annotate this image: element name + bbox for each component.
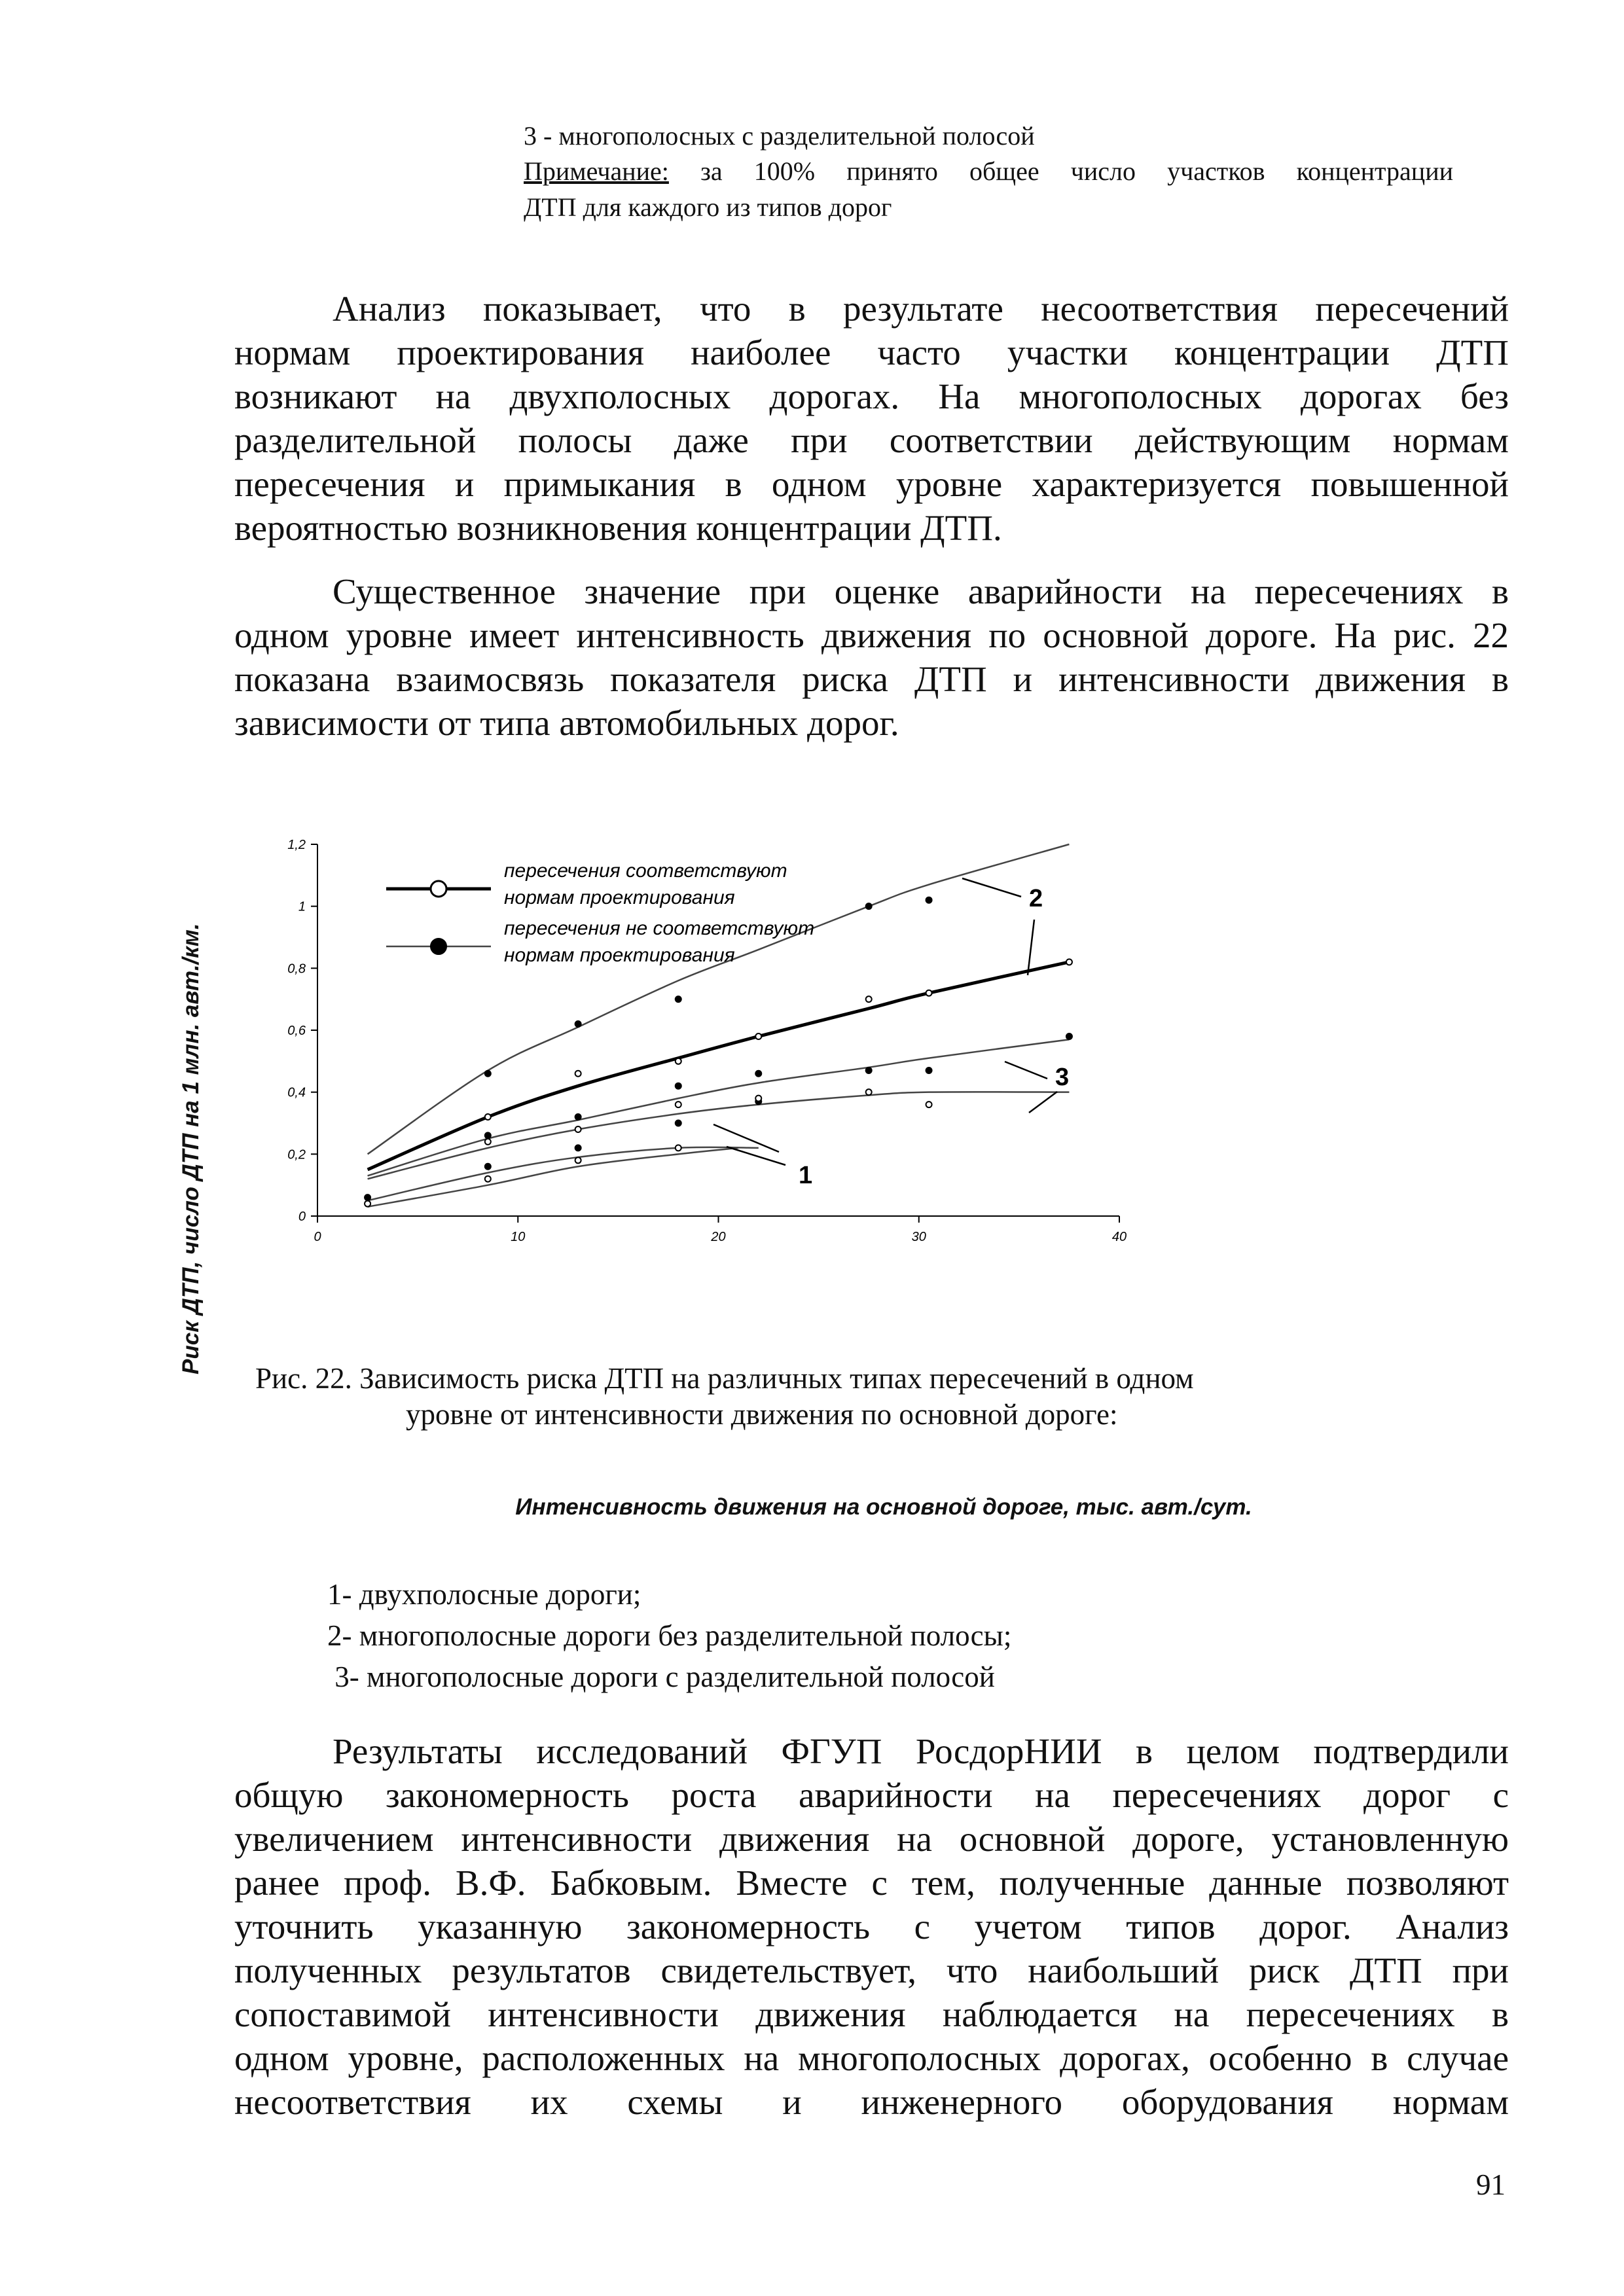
y-tick-label: 1 [298,899,306,914]
data-point [866,996,872,1002]
trend-line [368,1148,739,1207]
curve-label: 3 [1055,1064,1070,1091]
curve-label-leader [727,1147,785,1165]
paragraph-3 [234,1729,1509,2124]
y-tick-label: 0,2 [287,1147,306,1162]
trend-line [368,1092,1070,1179]
data-point [485,1114,491,1120]
trend-line [368,1039,1070,1175]
data-point [926,990,932,996]
legend-label: пересечения соответствуют [504,860,787,882]
data-point [926,1102,932,1107]
x-tick-label: 20 [711,1230,726,1244]
y-tick-label: 0,8 [287,961,306,977]
data-point [676,1121,681,1126]
note-line-1: 3 - многополосных с разделительной полосой [524,121,1035,151]
data-point [575,1021,581,1027]
data-point [485,1132,491,1138]
note-line-2 [524,155,1453,188]
data-point [755,1033,761,1039]
y-tick-label: 0,4 [287,1085,306,1100]
y-axis-title: Риск ДТП, число ДТП на 1 млн. авт./км. [178,923,204,1374]
data-point [676,1145,681,1151]
y-tick-label: 0 [298,1210,306,1224]
list-item: 3- многополосные дороги с разделительной полосой [327,1660,995,1693]
list-item: 1- двухполосные дороги; [327,1578,641,1611]
curve-label-leader [713,1124,779,1152]
data-point [365,1201,370,1207]
data-point [575,1114,581,1120]
x-tick-label: 40 [1111,1230,1127,1244]
data-point [676,1058,681,1064]
data-point [1066,1033,1072,1039]
data-point [926,1067,932,1073]
data-point [365,1194,370,1200]
paragraph-1 [234,287,1509,550]
paragraph-line: сопоставимой интенсивности движения наблюдается на пересечениях в [234,1994,1509,2034]
data-point [575,1145,581,1151]
x-axis-title: Интенсивность движения на основной дороге, тыс. авт./сут. [515,1494,1252,1520]
list-item: 2- многополосные дороги без разделительной полосы; [327,1619,1012,1652]
paragraph-line: общую закономерность роста аварийности на пересечениях дорог с [234,1775,1509,1815]
paragraph-line: показана взаимосвязь показателя риска ДТП и интенсивности движения в [234,659,1509,699]
paragraph-line: одном уровне имеет интенсивность движения по основной дороге. На рис. 22 [234,615,1509,655]
paragraph-line: разделительной полосы даже при соответствии действующим нормам [234,420,1509,460]
paragraph-line: вероятностью возникновения концентрации ДТП. [234,508,1002,548]
paragraph-line: Анализ показывает, что в результате несоответствия пересечений [333,289,1509,329]
data-point [676,1102,681,1107]
curve-label-leader [962,878,1021,897]
data-point [926,897,932,903]
data-point [485,1164,491,1170]
figure-caption-line-1: Рис. 22. Зависимость риска ДТП на различных типах пересечений в одном [255,1362,1194,1395]
curve-label-leader [1029,1092,1057,1113]
data-point [575,1157,581,1163]
trend-line [368,844,1070,1154]
data-point [676,996,681,1002]
legend-label: нормам проектирования [504,887,735,908]
y-tick-label: 1,2 [287,838,306,852]
legend-marker-open [431,881,446,897]
paragraph-line: нормам проектирования наиболее часто участки концентрации ДТП [234,332,1509,372]
data-point [485,1139,491,1145]
curve-label: 2 [1029,885,1043,912]
data-point [485,1176,491,1182]
curve-label: 1 [799,1162,813,1189]
data-point [575,1071,581,1077]
paragraph-line: зависимости от типа автомобильных дорог. [234,703,899,743]
x-tick-label: 10 [511,1230,526,1244]
data-point [575,1126,581,1132]
paragraph-line: полученных результатов свидетельствует, что наибольший риск ДТП при [234,1950,1509,1990]
page-number: 91 [1476,2168,1506,2201]
trend-line [368,1147,759,1201]
paragraph-line: несоответствия их схемы и инженерного оборудования нормам [234,2082,1509,2122]
trend-line [368,962,1070,1170]
paragraph-line: Существенное значение при оценке аварийности на пересечениях в [333,571,1509,611]
data-point [676,1083,681,1089]
data-point [866,1089,872,1095]
figure-caption-line-2: уровне от интенсивности движения по основной дороге: [406,1398,1118,1431]
paragraph-line: уточнить указанную закономерность с учетом типов дорог. Анализ [234,1907,1509,1946]
data-point [755,1098,761,1104]
paragraph-line: Результаты исследований ФГУП РосдорНИИ в целом подтвердили [333,1731,1509,1771]
data-point [866,1067,872,1073]
data-point [755,1071,761,1077]
paragraph-2 [234,569,1509,745]
paragraph-line: возникают на двухполосных дорогах. На многополосных дорогах без [234,376,1509,416]
curve-label-leader [1005,1062,1047,1079]
data-point [866,903,872,909]
legend-label: нормам проектирования [504,944,735,966]
x-tick-label: 30 [911,1230,926,1244]
note-label: Примечание: [524,156,669,186]
data-point [755,1096,761,1102]
curve-label-leader [1028,920,1034,975]
data-point [1066,959,1072,965]
paragraph-line: увеличением интенсивности движения на основной дороге, установленную [234,1819,1509,1859]
note-line-2-text: за 100% принято общее число участков концентрации [700,156,1454,186]
figure-legend-list [327,1574,1011,1698]
paragraph-line: ранее проф. В.Ф. Бабковым. Вместе с тем, полученные данные позволяют [234,1863,1509,1903]
x-tick-label: 0 [314,1230,321,1244]
data-point [485,1071,491,1077]
y-tick-label: 0,6 [287,1024,306,1038]
legend-label: пересечения не соответствуют [504,918,815,939]
note-line-3: ДТП для каждого из типов дорог [524,192,892,222]
paragraph-line: одном уровне, расположенных на многополосных дорогах, особенно в случае [234,2038,1509,2078]
paragraph-line: пересечения и примыкания в одном уровне характеризуется повышенной [234,464,1509,504]
legend-marker-filled [431,939,446,954]
